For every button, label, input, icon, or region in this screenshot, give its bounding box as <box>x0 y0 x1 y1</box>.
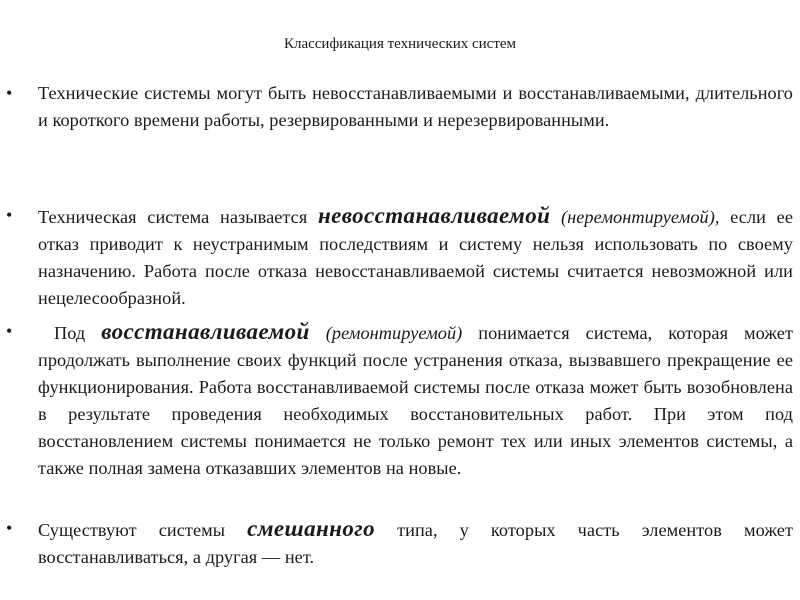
bullet-marker: • <box>6 83 13 103</box>
bullet-marker: • <box>6 205 13 225</box>
bullet-text-run: Технические системы могут быть невосстанавливаемыми и восстанавливаемыми, длительного и короткого времени работы, резервированными и нерезервированными. <box>38 83 793 130</box>
term-synonym: (неремонтируемой), <box>561 207 720 227</box>
bullet-text-run: если ее отказ приводит к неустранимым последствиям и систему нельзя использовать по своему назначению. Работа после отказа невосстанавливаемой системы считается невозможной или нецелесообразной. <box>38 207 794 308</box>
bullet-text <box>38 202 793 312</box>
term-emphasis: невосстанавливаемой <box>318 203 551 228</box>
bullet-text-run: Под <box>38 323 102 343</box>
bullet-text-run: Техническая система называется <box>38 207 318 227</box>
bullet-text <box>38 80 793 134</box>
bullet-marker: • <box>6 518 13 538</box>
bullet-text-run: Существуют системы <box>38 520 248 540</box>
bullet-text-run: типа, у которых часть элементов может восстанавливаться, а другая — нет. <box>38 520 793 567</box>
bullet-text <box>38 515 793 571</box>
term-emphasis: смешанного <box>247 516 376 541</box>
bullet-text-run <box>310 323 326 343</box>
bullet-text-run: понимается система, которая может продолжать выполнение своих функций после устранения отказа, вызвавшего прекращение ее функционирования. Работа восстанавливаемой системы после отказа может быть возобновлена в результате проведения необходимых восстановительных работ. При этом под восстановлением системы понимается не только ремонт тех или иных элементов системы, а также полная замена отказавших элементов на новые. <box>38 323 793 478</box>
bullet-text-run <box>550 207 561 227</box>
slide-title: Классификация технических систем <box>283 36 517 52</box>
bullet-marker: • <box>6 321 13 341</box>
term-emphasis: восстанавливаемой <box>101 319 310 344</box>
term-synonym: (ремонтируемой) <box>325 323 463 343</box>
bullet-text <box>38 318 793 482</box>
